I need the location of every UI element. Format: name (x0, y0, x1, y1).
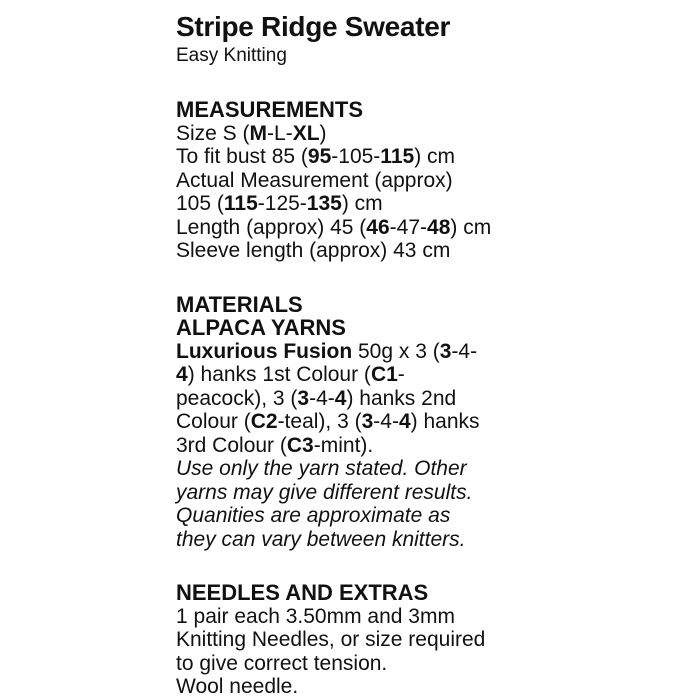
needles-heading: NEEDLES AND EXTRAS (176, 580, 429, 605)
text-segment: Colour ( (176, 410, 251, 433)
bold-size-value: 95 (307, 145, 332, 168)
text-segment: -mint). (313, 433, 374, 457)
bold-size-value: 4 (398, 410, 411, 433)
bold-size-value: Luxurious Fusion (176, 339, 353, 363)
text-segment: ) cm (450, 215, 492, 239)
materials-heading: MATERIALS (176, 291, 303, 317)
text-segment: -L- (267, 121, 293, 145)
text-segment: -4- (451, 339, 478, 363)
needles-line: Wool needle. (176, 675, 299, 698)
yarn-note (176, 457, 696, 551)
material-line (176, 363, 696, 387)
text-segment: -105- (331, 145, 381, 168)
material-line (176, 387, 696, 411)
pattern-title: Stripe Ridge Sweater (176, 11, 451, 42)
text-segment: ) hanks 2nd (346, 386, 457, 410)
bold-size-value: 4 (334, 386, 347, 410)
materials-lines (176, 340, 696, 458)
needles-section (176, 581, 696, 699)
text-segment: Sleeve length (approx) 43 cm (176, 239, 451, 262)
text-segment: -4- (309, 386, 335, 410)
text-segment: ) cm (414, 145, 456, 168)
text-segment: To fit bust 85 ( (176, 145, 308, 168)
bold-size-value: C3 (286, 433, 314, 457)
text-segment: ) hanks 1st Colour ( (187, 363, 371, 386)
text-segment: ) hanks (410, 410, 480, 433)
text-segment: ) cm (341, 192, 383, 215)
text-segment: peacock), 3 ( (176, 386, 298, 410)
text-segment: ) (319, 121, 327, 145)
yarn-note-line: Quanities are approximate as (176, 504, 451, 527)
bold-size-value: C1 (370, 363, 398, 386)
bold-size-value: 48 (427, 215, 451, 239)
bold-size-value: 3 (361, 410, 374, 433)
text-segment: Length (approx) 45 ( (176, 215, 367, 239)
yarn-note-line: yarns may give different results. (176, 480, 473, 504)
pattern-document (176, 10, 696, 699)
text-segment: -125- (257, 192, 307, 215)
text-segment: 3rd Colour ( (176, 433, 287, 457)
measurement-line (176, 192, 696, 216)
bold-size-value: 46 (366, 215, 390, 239)
text-segment: -4- (373, 410, 399, 433)
yarn-note-line: Use only the yarn stated. Other (176, 457, 467, 480)
bold-size-value: XL (292, 121, 320, 145)
bold-size-value: 3 (297, 386, 310, 410)
text-segment: 50g x 3 ( (352, 339, 440, 363)
needles-lines (176, 605, 696, 699)
bold-size-value: M (249, 121, 268, 145)
measurements-heading: MEASUREMENTS (176, 97, 364, 122)
material-line (176, 434, 696, 458)
text-segment: Actual Measurement (approx) (176, 168, 453, 192)
bold-size-value: 135 (306, 192, 342, 215)
material-line (176, 340, 696, 364)
bold-size-value: 115 (223, 192, 258, 215)
needles-line: to give correct tension. (176, 651, 388, 675)
measurement-line (176, 122, 696, 146)
needles-line: Knitting Needles, or size required (176, 628, 486, 651)
needles-line: 1 pair each 3.50mm and 3mm (176, 604, 455, 628)
measurement-line (176, 169, 696, 193)
measurements-lines (176, 122, 696, 263)
yarn-brand-heading: ALPACA YARNS (176, 315, 346, 340)
bold-size-value: 4 (176, 363, 188, 386)
text-segment: Size S ( (176, 121, 250, 145)
text-segment: 105 ( (176, 192, 224, 215)
measurement-line (176, 145, 696, 169)
material-line (176, 410, 696, 434)
materials-section (176, 293, 696, 552)
measurements-section (176, 98, 696, 263)
text-segment: -teal), 3 ( (277, 410, 362, 433)
text-segment: -47- (389, 215, 428, 239)
bold-size-value: 3 (439, 339, 452, 363)
pattern-subtitle: Easy Knitting (176, 45, 287, 66)
bold-size-value: C2 (250, 410, 278, 433)
measurement-line (176, 239, 696, 263)
measurement-line (176, 216, 696, 240)
yarn-note-line: they can vary between knitters. (176, 527, 466, 551)
bold-size-value: 115 (380, 145, 415, 168)
text-segment: - (397, 363, 405, 386)
